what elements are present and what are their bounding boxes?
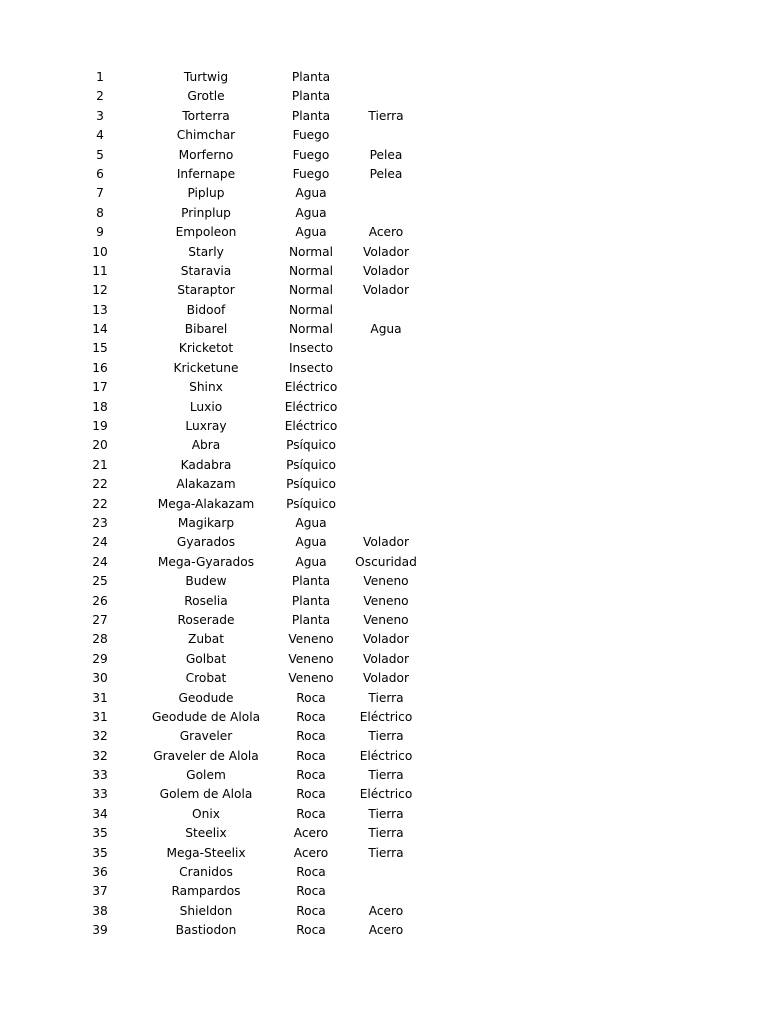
secondary-type-cell: Volador — [363, 263, 409, 278]
primary-type-cell: Agua — [295, 554, 327, 569]
pokemon-name-cell: Staravia — [180, 263, 232, 278]
primary-type-cell: Acero — [293, 845, 329, 860]
table-row — [0, 572, 768, 591]
table-row — [0, 204, 768, 223]
pokedex-number-cell: 31 — [92, 709, 108, 724]
pokedex-number-cell: 8 — [96, 205, 104, 220]
pokemon-name-cell: Chimchar — [176, 128, 236, 143]
table-row — [0, 844, 768, 863]
secondary-type-cell: Tierra — [368, 729, 404, 744]
primary-type-cell: Psíquico — [286, 457, 336, 472]
table-row — [0, 553, 768, 572]
secondary-type-cell: Veneno — [363, 574, 409, 589]
secondary-type-cell: Oscuridad — [355, 554, 417, 569]
pokemon-name-cell: Mega-Alakazam — [157, 496, 255, 511]
primary-type-cell: Roca — [296, 787, 326, 802]
primary-type-cell: Veneno — [288, 632, 334, 647]
pokedex-number-cell: 14 — [92, 322, 108, 337]
table-row — [0, 785, 768, 804]
table-row — [0, 398, 768, 417]
pokemon-name-cell: Graveler de Alola — [153, 748, 259, 763]
secondary-type-cell: Agua — [370, 322, 402, 337]
pokemon-name-cell: Crobat — [185, 671, 227, 686]
table-row — [0, 417, 768, 436]
table-row — [0, 863, 768, 882]
secondary-type-cell: Acero — [368, 903, 404, 918]
secondary-type-cell: Volador — [363, 283, 409, 298]
secondary-type-cell: Tierra — [368, 690, 404, 705]
primary-type-cell: Agua — [295, 535, 327, 550]
primary-type-cell: Eléctrico — [284, 419, 338, 434]
pokemon-name-cell: Bibarel — [184, 322, 228, 337]
table-row — [0, 533, 768, 552]
pokedex-number-cell: 31 — [92, 690, 108, 705]
secondary-type-cell: Veneno — [363, 593, 409, 608]
table-row — [0, 436, 768, 455]
secondary-type-cell: Volador — [363, 651, 409, 666]
secondary-type-cell: Tierra — [368, 108, 404, 123]
pokedex-number-cell: 35 — [92, 845, 108, 860]
table-row — [0, 882, 768, 901]
table-row — [0, 902, 768, 921]
table-row — [0, 747, 768, 766]
primary-type-cell: Psíquico — [286, 477, 336, 492]
primary-type-cell: Normal — [288, 283, 334, 298]
pokemon-name-cell: Luxio — [189, 399, 223, 414]
pokemon-name-cell: Luxray — [185, 419, 227, 434]
primary-type-cell: Planta — [291, 70, 331, 84]
secondary-type-cell: Pelea — [369, 166, 403, 181]
table-row — [0, 456, 768, 475]
pokemon-name-cell: Alakazam — [176, 477, 236, 492]
table-row — [0, 921, 768, 940]
pokedex-number-cell: 22 — [92, 496, 108, 511]
pokemon-name-cell: Rampardos — [171, 884, 241, 899]
pokemon-name-cell: Infernape — [176, 166, 236, 181]
pokemon-name-cell: Onix — [192, 806, 220, 821]
pokemon-name-cell: Starly — [188, 244, 224, 259]
secondary-type-cell: Tierra — [368, 845, 404, 860]
primary-type-cell: Fuego — [292, 128, 330, 143]
pokemon-name-cell: Roselia — [184, 593, 228, 608]
table-row — [0, 630, 768, 649]
table-row — [0, 262, 768, 281]
pokedex-number-cell: 15 — [92, 341, 108, 356]
pokedex-number-cell: 27 — [92, 612, 108, 627]
pokemon-name-cell: Mega-Steelix — [166, 845, 246, 860]
primary-type-cell: Planta — [291, 108, 331, 123]
pokemon-name-cell: Golbat — [185, 651, 227, 666]
pokemon-name-cell: Geodude — [178, 690, 234, 705]
pokemon-name-cell: Kadabra — [180, 457, 232, 472]
secondary-type-cell: Acero — [368, 923, 404, 938]
secondary-type-cell: Tierra — [368, 768, 404, 783]
table-row — [0, 650, 768, 669]
primary-type-cell: Roca — [296, 884, 326, 899]
primary-type-cell: Roca — [296, 806, 326, 821]
pokemon-name-cell: Geodude de Alola — [151, 709, 261, 724]
pokedex-number-cell: 26 — [92, 593, 108, 608]
primary-type-cell: Roca — [296, 768, 326, 783]
secondary-type-cell: Pelea — [369, 147, 403, 162]
table-row — [0, 301, 768, 320]
pokedex-number-cell: 30 — [92, 671, 108, 686]
secondary-type-cell: Veneno — [363, 612, 409, 627]
pokedex-number-cell: 16 — [92, 360, 108, 375]
pokedex-number-cell: 12 — [92, 283, 108, 298]
pokedex-number-cell: 32 — [92, 729, 108, 744]
secondary-type-cell: Eléctrico — [359, 787, 413, 802]
pokemon-name-cell: Kricketune — [173, 360, 239, 375]
pokemon-name-cell: Roserade — [177, 612, 235, 627]
primary-type-cell: Agua — [295, 186, 327, 201]
table-row — [0, 68, 768, 87]
primary-type-cell: Normal — [288, 244, 334, 259]
primary-type-cell: Fuego — [292, 147, 330, 162]
primary-type-cell: Psíquico — [286, 438, 336, 453]
table-row — [0, 708, 768, 727]
pokemon-name-cell: Abra — [191, 438, 221, 453]
pokedex-number-cell: 23 — [92, 515, 108, 530]
pokemon-name-cell: Piplup — [187, 186, 225, 201]
pokemon-name-cell: Magikarp — [177, 515, 235, 530]
pokedex-number-cell: 33 — [92, 787, 108, 802]
table-row — [0, 824, 768, 843]
pokemon-name-cell: Staraptor — [177, 283, 235, 298]
secondary-type-cell: Volador — [363, 632, 409, 647]
pokedex-number-cell: 20 — [92, 438, 108, 453]
pokemon-name-cell: Bidoof — [186, 302, 226, 317]
primary-type-cell: Roca — [296, 748, 326, 763]
pokedex-number-cell: 29 — [92, 651, 108, 666]
primary-type-cell: Eléctrico — [284, 399, 338, 414]
pokedex-number-cell: 6 — [96, 166, 104, 181]
table-row — [0, 727, 768, 746]
pokedex-number-cell: 1 — [96, 70, 104, 84]
pokedex-number-cell: 34 — [92, 806, 108, 821]
pokemon-name-cell: Mega-Gyarados — [157, 554, 255, 569]
primary-type-cell: Agua — [295, 205, 327, 220]
table-row — [0, 669, 768, 688]
primary-type-cell: Eléctrico — [284, 380, 338, 395]
table-row — [0, 495, 768, 514]
pokemon-name-cell: Bastiodon — [175, 923, 237, 938]
pokedex-number-cell: 24 — [92, 535, 108, 550]
pokedex-number-cell: 13 — [92, 302, 108, 317]
table-row — [0, 689, 768, 708]
pokedex-number-cell: 22 — [92, 477, 108, 492]
pokedex-number-cell: 24 — [92, 554, 108, 569]
pokemon-type-table — [0, 68, 768, 941]
pokemon-name-cell: Kricketot — [178, 341, 234, 356]
pokemon-name-cell: Prinplup — [181, 205, 231, 220]
primary-type-cell: Acero — [293, 826, 329, 841]
pokemon-name-cell: Golem — [186, 768, 226, 783]
primary-type-cell: Psíquico — [286, 496, 336, 511]
table-row — [0, 146, 768, 165]
primary-type-cell: Planta — [291, 574, 331, 589]
primary-type-cell: Insecto — [288, 360, 334, 375]
primary-type-cell: Normal — [288, 263, 334, 278]
pokemon-name-cell: Shinx — [189, 380, 223, 395]
pokedex-number-cell: 10 — [92, 244, 108, 259]
table-row — [0, 107, 768, 126]
primary-type-cell: Planta — [291, 593, 331, 608]
pokemon-name-cell: Zubat — [187, 632, 225, 647]
pokedex-number-cell: 9 — [96, 225, 104, 240]
primary-type-cell: Roca — [296, 865, 326, 880]
pokedex-number-cell: 37 — [92, 884, 108, 899]
table-row — [0, 475, 768, 494]
primary-type-cell: Veneno — [288, 671, 334, 686]
pokemon-name-cell: Cranidos — [179, 865, 233, 880]
pokemon-name-cell: Gyarados — [176, 535, 236, 550]
pokedex-number-cell: 4 — [96, 128, 104, 143]
pokedex-number-cell: 35 — [92, 826, 108, 841]
secondary-type-cell: Volador — [363, 535, 409, 550]
primary-type-cell: Fuego — [292, 166, 330, 181]
secondary-type-cell: Tierra — [368, 826, 404, 841]
pokedex-number-cell: 38 — [92, 903, 108, 918]
table-row — [0, 126, 768, 145]
table-row — [0, 766, 768, 785]
table-row — [0, 805, 768, 824]
pokedex-number-cell: 36 — [92, 865, 108, 880]
pokedex-number-cell: 21 — [92, 457, 108, 472]
pokemon-name-cell: Golem de Alola — [159, 787, 253, 802]
table-row — [0, 281, 768, 300]
table-row — [0, 320, 768, 339]
pokedex-number-cell: 5 — [96, 147, 104, 162]
pokedex-number-cell: 25 — [92, 574, 108, 589]
secondary-type-cell: Eléctrico — [359, 709, 413, 724]
pokedex-number-cell: 2 — [96, 89, 104, 104]
table-row — [0, 223, 768, 242]
pokemon-name-cell: Turtwig — [183, 70, 229, 84]
primary-type-cell: Normal — [288, 322, 334, 337]
pokemon-name-cell: Budew — [185, 574, 227, 589]
pokedex-number-cell: 11 — [92, 263, 108, 278]
table-row — [0, 339, 768, 358]
pokedex-number-cell: 18 — [92, 399, 108, 414]
table-row — [0, 611, 768, 630]
primary-type-cell: Veneno — [288, 651, 334, 666]
table-row — [0, 184, 768, 203]
table-row — [0, 87, 768, 106]
primary-type-cell: Roca — [296, 729, 326, 744]
pokemon-name-cell: Morferno — [178, 147, 234, 162]
pokemon-name-cell: Steelix — [185, 826, 227, 841]
pokemon-name-cell: Shieldon — [179, 903, 233, 918]
pokemon-name-cell: Grotle — [187, 89, 225, 104]
pokedex-number-cell: 33 — [92, 768, 108, 783]
pokemon-name-cell: Torterra — [182, 108, 230, 123]
primary-type-cell: Planta — [291, 612, 331, 627]
table-row — [0, 359, 768, 378]
table-row — [0, 514, 768, 533]
primary-type-cell: Agua — [295, 225, 327, 240]
pokedex-number-cell: 32 — [92, 748, 108, 763]
primary-type-cell: Normal — [288, 302, 334, 317]
primary-type-cell: Roca — [296, 903, 326, 918]
primary-type-cell: Roca — [296, 923, 326, 938]
primary-type-cell: Agua — [295, 515, 327, 530]
table-row — [0, 592, 768, 611]
secondary-type-cell: Volador — [363, 671, 409, 686]
table-row — [0, 378, 768, 397]
secondary-type-cell: Eléctrico — [359, 748, 413, 763]
pokemon-name-cell: Empoleon — [175, 225, 237, 240]
secondary-type-cell: Tierra — [368, 806, 404, 821]
pokedex-number-cell: 19 — [92, 419, 108, 434]
pokedex-number-cell: 7 — [96, 186, 104, 201]
primary-type-cell: Insecto — [288, 341, 334, 356]
primary-type-cell: Roca — [296, 709, 326, 724]
pokedex-number-cell: 17 — [92, 380, 108, 395]
secondary-type-cell: Volador — [363, 244, 409, 259]
table-row — [0, 243, 768, 262]
pokedex-number-cell: 28 — [92, 632, 108, 647]
primary-type-cell: Planta — [291, 89, 331, 104]
pokedex-number-cell: 39 — [92, 923, 108, 938]
pokemon-name-cell: Graveler — [179, 729, 233, 744]
secondary-type-cell: Acero — [368, 225, 404, 240]
table-row — [0, 165, 768, 184]
pokedex-number-cell: 3 — [96, 108, 104, 123]
primary-type-cell: Roca — [296, 690, 326, 705]
